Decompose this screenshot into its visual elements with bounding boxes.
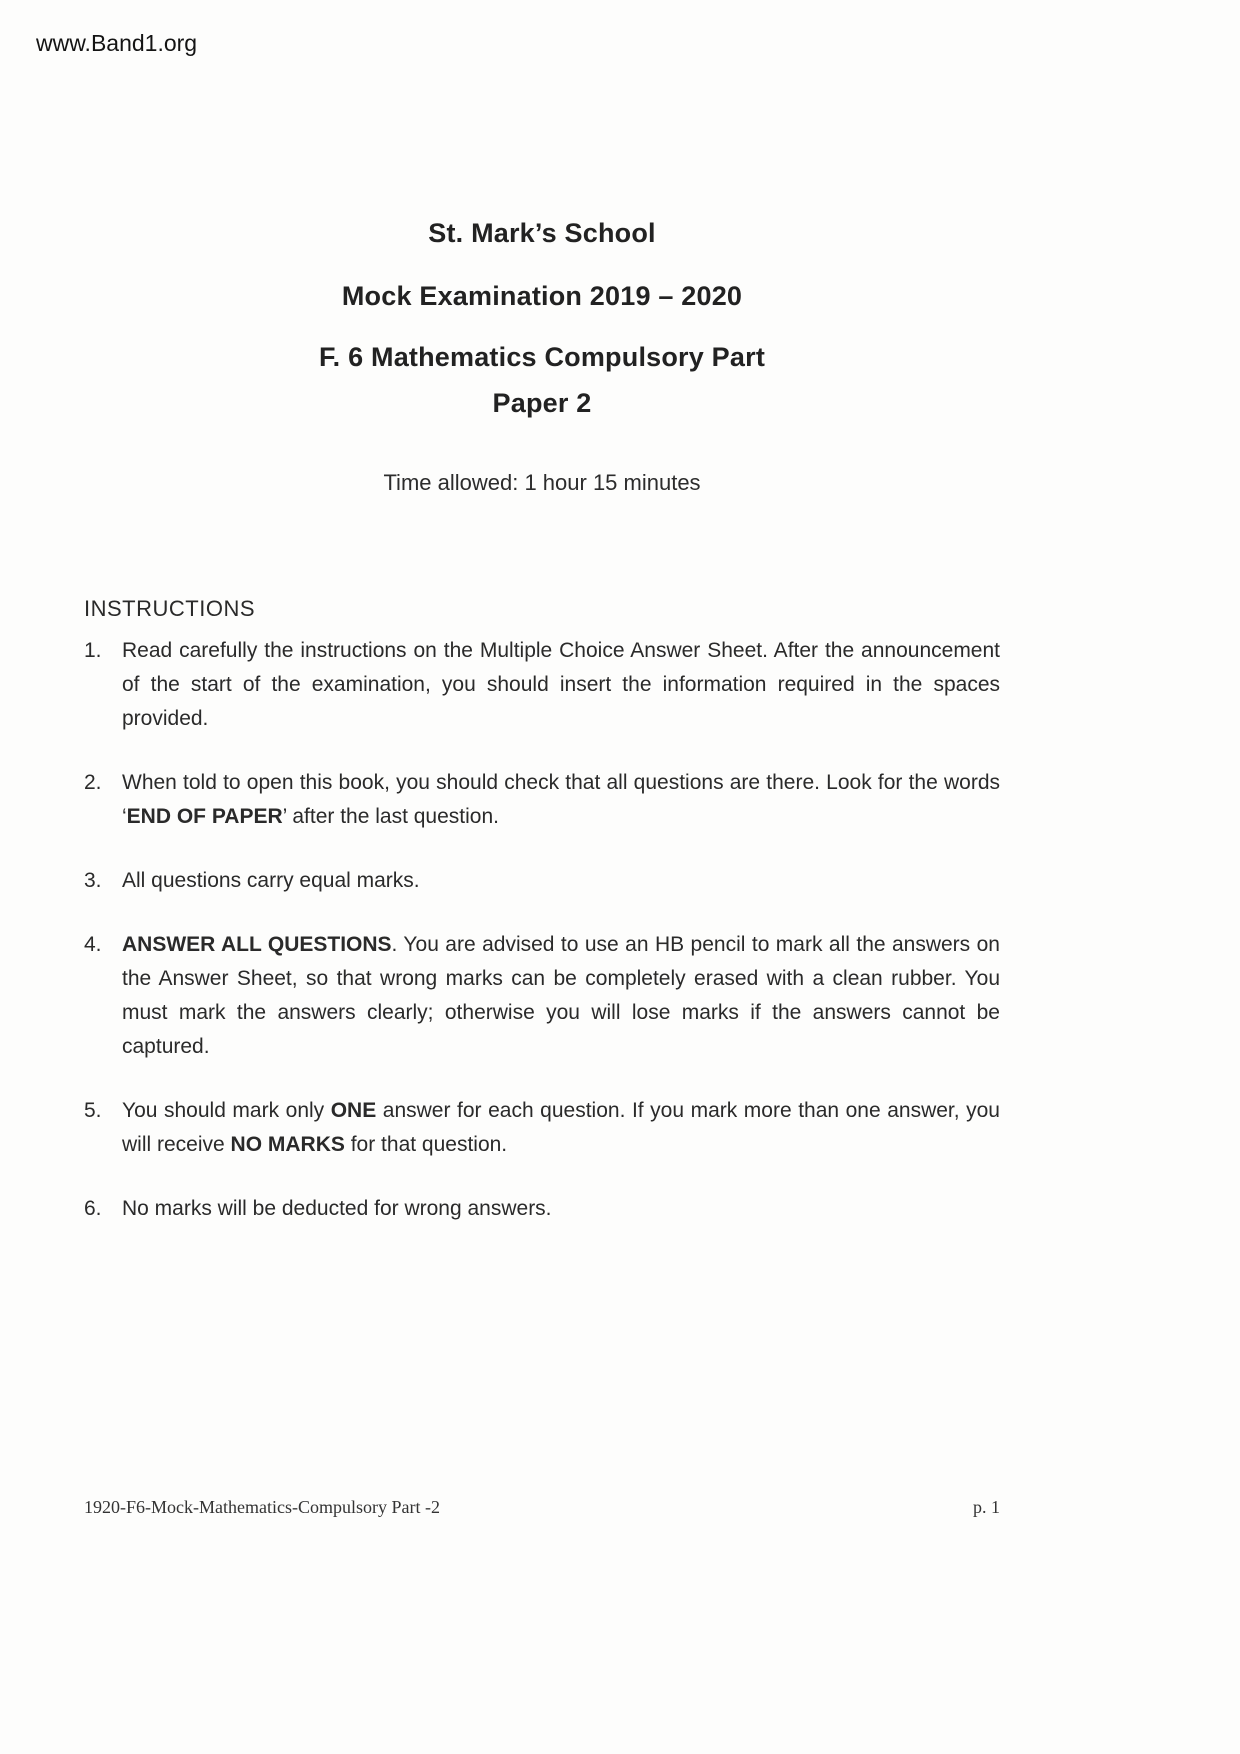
instruction-number: 3. [84, 869, 102, 892]
instruction-text [122, 1094, 1000, 1162]
watermark-url: www.Band1.org [36, 30, 198, 56]
page-footer [84, 1497, 1000, 1518]
instruction-text [122, 766, 1000, 834]
title-block [84, 218, 1000, 496]
exam-name: Mock Examination 2019 – 2020 [341, 281, 743, 311]
subject-name: F. 6 Mathematics Compulsory Part [318, 342, 766, 372]
paper-number: Paper 2 [492, 388, 592, 418]
instruction-segment: All questions carry equal marks. [122, 869, 420, 892]
instruction-segment-bold: ONE [330, 1099, 377, 1122]
instruction-item-1 [84, 634, 1000, 736]
instructions-heading: INSTRUCTIONS [84, 596, 255, 621]
instruction-segment: You should mark only [122, 1099, 331, 1122]
instruction-segment-bold: NO MARKS [230, 1133, 345, 1156]
instruction-text [122, 1192, 1000, 1226]
instruction-number: 4. [84, 933, 102, 956]
school-name: St. Mark’s School [428, 218, 656, 248]
instruction-number: 1. [84, 639, 102, 662]
instruction-segment: Read carefully the instructions on the Multiple Choice Answer Sheet. After the announcement of the start of the examination, you should insert the information required in the spaces provided. [122, 639, 1000, 730]
footer-page-number: p. 1 [973, 1497, 1000, 1517]
footer-document-code: 1920-F6-Mock-Mathematics-Compulsory Part -2 [84, 1497, 440, 1517]
instruction-number: 2. [84, 771, 102, 794]
instruction-item-4 [84, 928, 1000, 1064]
instruction-text [122, 634, 1000, 736]
instruction-text [122, 928, 1000, 1064]
instruction-segment: When told to open this book, you should check that all questions are there. Look for the words ‘ [122, 771, 1000, 828]
instruction-segment-bold: ANSWER ALL QUESTIONS [122, 933, 392, 956]
instruction-segment: ’ after the last question. [282, 805, 499, 828]
instruction-item-2 [84, 766, 1000, 834]
instruction-segment: answer for each question. If you mark more than one answer, you will receive [122, 1099, 1000, 1156]
instruction-segment-bold: END OF PAPER [126, 805, 283, 828]
instruction-text [122, 864, 1000, 898]
page-content [84, 0, 1000, 1256]
instruction-segment: . You are advised to use an HB pencil to mark all the answers on the Answer Sheet, so that wrong marks can be completely erased with a clean rubber. You must mark the answers clearly; otherwise you will lose marks if the answers cannot be captured. [122, 933, 1000, 1058]
instruction-number: 6. [84, 1197, 102, 1220]
instruction-item-3 [84, 864, 1000, 898]
instruction-segment: for that question. [344, 1133, 508, 1156]
instructions-section [84, 596, 1000, 1226]
time-allowed: Time allowed: 1 hour 15 minutes [383, 470, 701, 495]
instruction-segment: No marks will be deducted for wrong answers. [122, 1197, 552, 1220]
instruction-item-6 [84, 1192, 1000, 1226]
instruction-number: 5. [84, 1099, 102, 1122]
instruction-item-5 [84, 1094, 1000, 1162]
